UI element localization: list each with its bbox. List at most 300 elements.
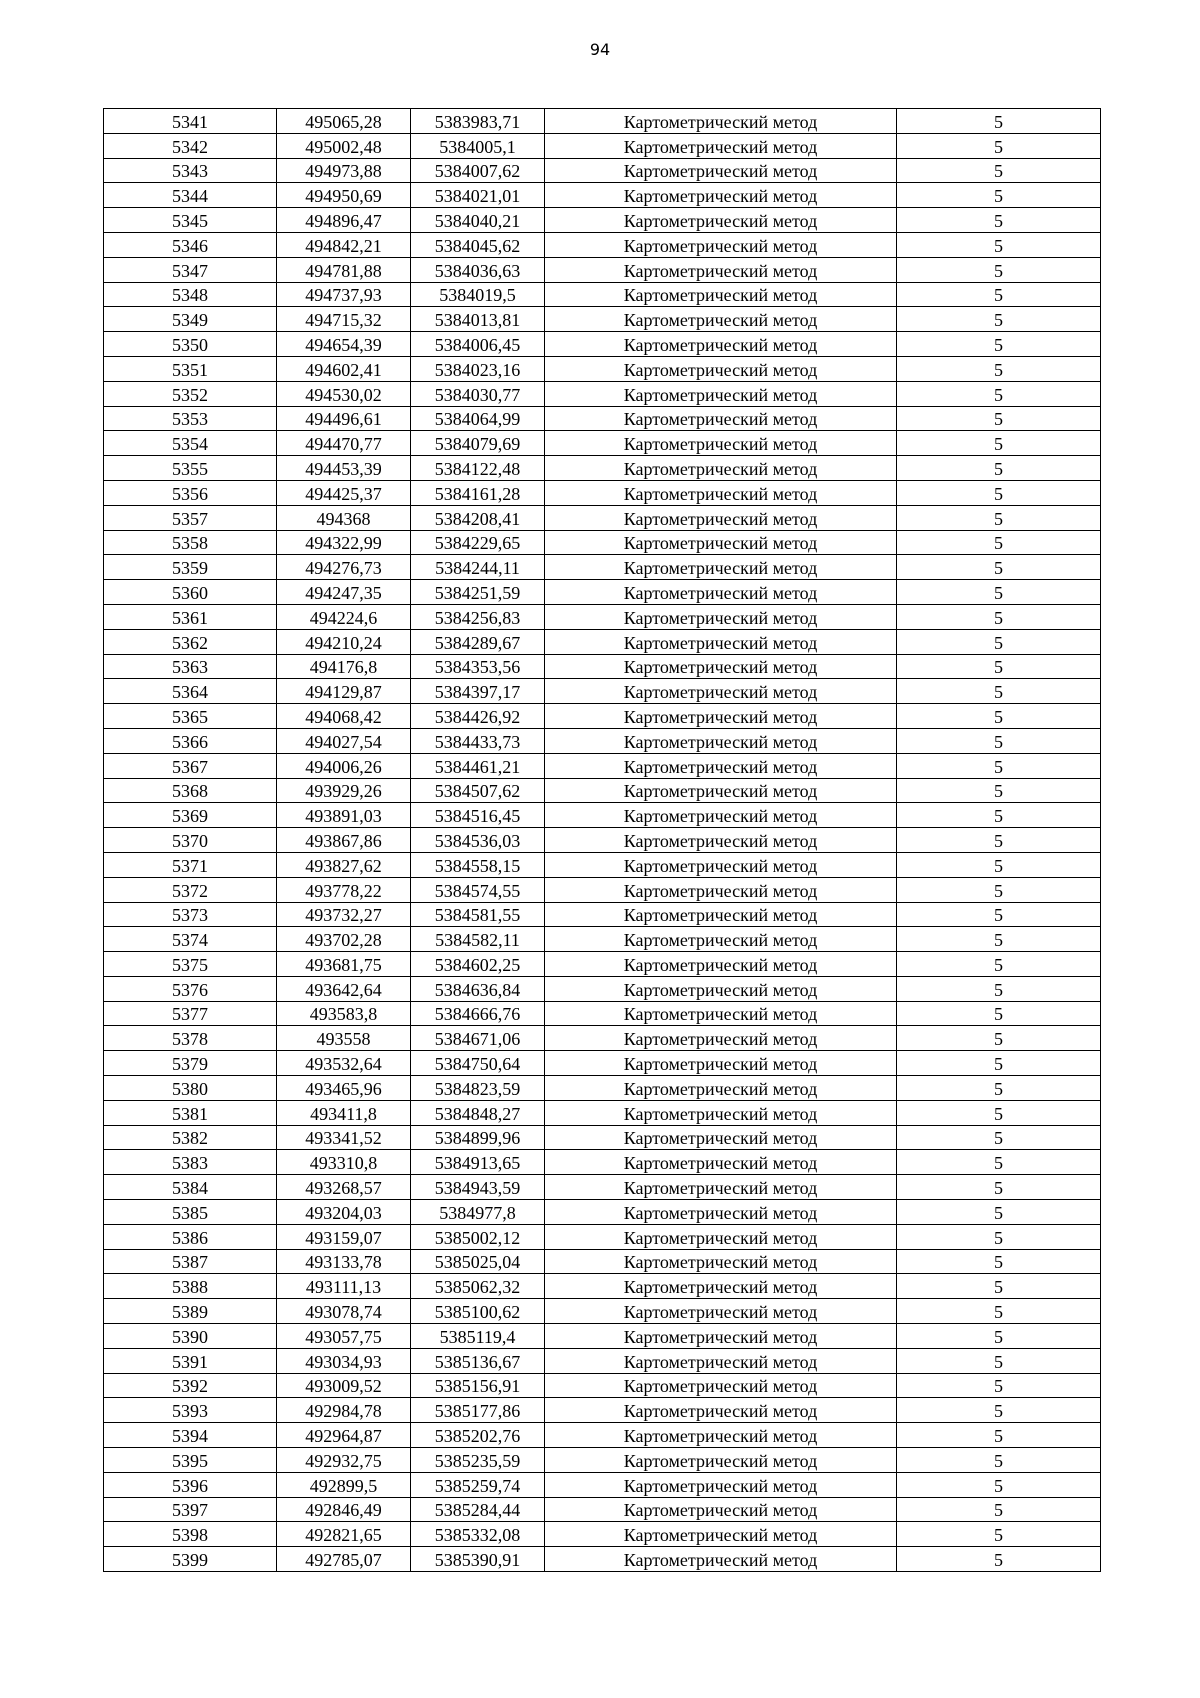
precision-cell: 5 [897, 877, 1101, 902]
point-number-cell: 5391 [104, 1348, 277, 1373]
precision-cell: 5 [897, 183, 1101, 208]
point-number-cell: 5365 [104, 704, 277, 729]
x-coordinate-cell: 493078,74 [277, 1299, 411, 1324]
y-coordinate-cell: 5384602,25 [411, 952, 545, 977]
x-coordinate-cell: 494453,39 [277, 456, 411, 481]
precision-cell: 5 [897, 1224, 1101, 1249]
precision-cell: 5 [897, 828, 1101, 853]
y-coordinate-cell: 5384750,64 [411, 1051, 545, 1076]
x-coordinate-cell: 494276,73 [277, 555, 411, 580]
point-number-cell: 5360 [104, 580, 277, 605]
precision-cell: 5 [897, 406, 1101, 431]
precision-cell: 5 [897, 1448, 1101, 1473]
method-cell: Картометрический метод [545, 1125, 897, 1150]
table-row [104, 257, 1101, 282]
table-row [104, 208, 1101, 233]
point-number-cell: 5349 [104, 307, 277, 332]
x-coordinate-cell: 494496,61 [277, 406, 411, 431]
point-number-cell: 5395 [104, 1448, 277, 1473]
point-number-cell: 5364 [104, 679, 277, 704]
table-row [104, 232, 1101, 257]
point-number-cell: 5356 [104, 480, 277, 505]
x-coordinate-cell: 493778,22 [277, 877, 411, 902]
precision-cell: 5 [897, 952, 1101, 977]
precision-cell: 5 [897, 927, 1101, 952]
y-coordinate-cell: 5384005,1 [411, 133, 545, 158]
x-coordinate-cell: 493034,93 [277, 1348, 411, 1373]
precision-cell: 5 [897, 604, 1101, 629]
table-row [104, 1175, 1101, 1200]
point-number-cell: 5346 [104, 232, 277, 257]
y-coordinate-cell: 5385202,76 [411, 1423, 545, 1448]
method-cell: Картометрический метод [545, 679, 897, 704]
point-number-cell: 5343 [104, 158, 277, 183]
precision-cell: 5 [897, 1249, 1101, 1274]
point-number-cell: 5392 [104, 1373, 277, 1398]
x-coordinate-cell: 493929,26 [277, 778, 411, 803]
method-cell: Картометрический метод [545, 1423, 897, 1448]
table-row [104, 1150, 1101, 1175]
point-number-cell: 5370 [104, 828, 277, 853]
precision-cell: 5 [897, 1125, 1101, 1150]
table-row [104, 109, 1101, 134]
precision-cell: 5 [897, 381, 1101, 406]
y-coordinate-cell: 5384229,65 [411, 530, 545, 555]
y-coordinate-cell: 5385136,67 [411, 1348, 545, 1373]
table-row [104, 332, 1101, 357]
coordinates-table-body [104, 109, 1101, 1572]
point-number-cell: 5388 [104, 1274, 277, 1299]
y-coordinate-cell: 5385259,74 [411, 1472, 545, 1497]
table-row [104, 828, 1101, 853]
method-cell: Картометрический метод [545, 1051, 897, 1076]
table-row [104, 580, 1101, 605]
y-coordinate-cell: 5384208,41 [411, 505, 545, 530]
method-cell: Картометрический метод [545, 1547, 897, 1572]
method-cell: Картометрический метод [545, 356, 897, 381]
x-coordinate-cell: 494129,87 [277, 679, 411, 704]
y-coordinate-cell: 5384574,55 [411, 877, 545, 902]
point-number-cell: 5382 [104, 1125, 277, 1150]
y-coordinate-cell: 5384064,99 [411, 406, 545, 431]
table-row [104, 679, 1101, 704]
x-coordinate-cell: 494950,69 [277, 183, 411, 208]
precision-cell: 5 [897, 976, 1101, 1001]
method-cell: Картометрический метод [545, 505, 897, 530]
table-row [104, 1448, 1101, 1473]
precision-cell: 5 [897, 257, 1101, 282]
point-number-cell: 5357 [104, 505, 277, 530]
point-number-cell: 5384 [104, 1175, 277, 1200]
precision-cell: 5 [897, 555, 1101, 580]
precision-cell: 5 [897, 282, 1101, 307]
precision-cell: 5 [897, 133, 1101, 158]
precision-cell: 5 [897, 1150, 1101, 1175]
precision-cell: 5 [897, 1373, 1101, 1398]
y-coordinate-cell: 5384079,69 [411, 431, 545, 456]
x-coordinate-cell: 494737,93 [277, 282, 411, 307]
precision-cell: 5 [897, 232, 1101, 257]
method-cell: Картометрический метод [545, 183, 897, 208]
point-number-cell: 5366 [104, 728, 277, 753]
precision-cell: 5 [897, 1547, 1101, 1572]
x-coordinate-cell: 493009,52 [277, 1373, 411, 1398]
y-coordinate-cell: 5384251,59 [411, 580, 545, 605]
method-cell: Картометрический метод [545, 803, 897, 828]
y-coordinate-cell: 5384256,83 [411, 604, 545, 629]
x-coordinate-cell: 493268,57 [277, 1175, 411, 1200]
table-row [104, 530, 1101, 555]
x-coordinate-cell: 494068,42 [277, 704, 411, 729]
x-coordinate-cell: 493159,07 [277, 1224, 411, 1249]
table-row [104, 307, 1101, 332]
point-number-cell: 5379 [104, 1051, 277, 1076]
method-cell: Картометрический метод [545, 1224, 897, 1249]
precision-cell: 5 [897, 852, 1101, 877]
y-coordinate-cell: 5384030,77 [411, 381, 545, 406]
y-coordinate-cell: 5384977,8 [411, 1200, 545, 1225]
precision-cell: 5 [897, 654, 1101, 679]
precision-cell: 5 [897, 1001, 1101, 1026]
table-row [104, 704, 1101, 729]
precision-cell: 5 [897, 1423, 1101, 1448]
y-coordinate-cell: 5384666,76 [411, 1001, 545, 1026]
method-cell: Картометрический метод [545, 1472, 897, 1497]
precision-cell: 5 [897, 1398, 1101, 1423]
x-coordinate-cell: 493204,03 [277, 1200, 411, 1225]
precision-cell: 5 [897, 431, 1101, 456]
method-cell: Картометрический метод [545, 1324, 897, 1349]
table-row [104, 778, 1101, 803]
method-cell: Картометрический метод [545, 828, 897, 853]
point-number-cell: 5362 [104, 629, 277, 654]
point-number-cell: 5358 [104, 530, 277, 555]
point-number-cell: 5359 [104, 555, 277, 580]
point-number-cell: 5351 [104, 356, 277, 381]
point-number-cell: 5385 [104, 1200, 277, 1225]
point-number-cell: 5390 [104, 1324, 277, 1349]
method-cell: Картометрический метод [545, 1274, 897, 1299]
x-coordinate-cell: 494973,88 [277, 158, 411, 183]
x-coordinate-cell: 492846,49 [277, 1497, 411, 1522]
precision-cell: 5 [897, 1051, 1101, 1076]
x-coordinate-cell: 493411,8 [277, 1100, 411, 1125]
table-row [104, 1299, 1101, 1324]
x-coordinate-cell: 493558 [277, 1026, 411, 1051]
x-coordinate-cell: 492821,65 [277, 1522, 411, 1547]
method-cell: Картометрический метод [545, 480, 897, 505]
table-row [104, 1026, 1101, 1051]
precision-cell: 5 [897, 704, 1101, 729]
method-cell: Картометрический метод [545, 629, 897, 654]
table-row [104, 654, 1101, 679]
x-coordinate-cell: 493732,27 [277, 902, 411, 927]
method-cell: Картометрический метод [545, 728, 897, 753]
precision-cell: 5 [897, 1497, 1101, 1522]
table-row [104, 1348, 1101, 1373]
precision-cell: 5 [897, 580, 1101, 605]
y-coordinate-cell: 5384397,17 [411, 679, 545, 704]
y-coordinate-cell: 5384558,15 [411, 852, 545, 877]
method-cell: Картометрический метод [545, 1200, 897, 1225]
table-row [104, 1274, 1101, 1299]
y-coordinate-cell: 5384006,45 [411, 332, 545, 357]
method-cell: Картометрический метод [545, 778, 897, 803]
method-cell: Картометрический метод [545, 332, 897, 357]
point-number-cell: 5367 [104, 753, 277, 778]
point-number-cell: 5354 [104, 431, 277, 456]
y-coordinate-cell: 5384007,62 [411, 158, 545, 183]
point-number-cell: 5383 [104, 1150, 277, 1175]
table-row [104, 1200, 1101, 1225]
y-coordinate-cell: 5384636,84 [411, 976, 545, 1001]
method-cell: Картометрический метод [545, 753, 897, 778]
precision-cell: 5 [897, 456, 1101, 481]
precision-cell: 5 [897, 753, 1101, 778]
y-coordinate-cell: 5384289,67 [411, 629, 545, 654]
x-coordinate-cell: 493867,86 [277, 828, 411, 853]
point-number-cell: 5361 [104, 604, 277, 629]
table-row [104, 1001, 1101, 1026]
precision-cell: 5 [897, 307, 1101, 332]
precision-cell: 5 [897, 1026, 1101, 1051]
method-cell: Картометрический метод [545, 1026, 897, 1051]
point-number-cell: 5372 [104, 877, 277, 902]
method-cell: Картометрический метод [545, 406, 897, 431]
table-row [104, 1051, 1101, 1076]
precision-cell: 5 [897, 1324, 1101, 1349]
table-row [104, 1125, 1101, 1150]
point-number-cell: 5375 [104, 952, 277, 977]
table-row [104, 555, 1101, 580]
method-cell: Картометрический метод [545, 555, 897, 580]
method-cell: Картометрический метод [545, 1001, 897, 1026]
table-row [104, 1398, 1101, 1423]
table-row [104, 803, 1101, 828]
x-coordinate-cell: 493642,64 [277, 976, 411, 1001]
table-row [104, 629, 1101, 654]
method-cell: Картометрический метод [545, 976, 897, 1001]
y-coordinate-cell: 5385119,4 [411, 1324, 545, 1349]
x-coordinate-cell: 492899,5 [277, 1472, 411, 1497]
table-row [104, 902, 1101, 927]
precision-cell: 5 [897, 679, 1101, 704]
point-number-cell: 5396 [104, 1472, 277, 1497]
table-row [104, 1547, 1101, 1572]
table-row [104, 183, 1101, 208]
method-cell: Картометрический метод [545, 580, 897, 605]
point-number-cell: 5393 [104, 1398, 277, 1423]
method-cell: Картометрический метод [545, 704, 897, 729]
x-coordinate-cell: 494176,8 [277, 654, 411, 679]
method-cell: Картометрический метод [545, 604, 897, 629]
point-number-cell: 5376 [104, 976, 277, 1001]
method-cell: Картометрический метод [545, 1373, 897, 1398]
table-row [104, 480, 1101, 505]
y-coordinate-cell: 5385390,91 [411, 1547, 545, 1572]
table-row [104, 852, 1101, 877]
y-coordinate-cell: 5385156,91 [411, 1373, 545, 1398]
precision-cell: 5 [897, 728, 1101, 753]
precision-cell: 5 [897, 1299, 1101, 1324]
x-coordinate-cell: 493532,64 [277, 1051, 411, 1076]
y-coordinate-cell: 5384823,59 [411, 1076, 545, 1101]
table-row [104, 1324, 1101, 1349]
method-cell: Картометрический метод [545, 1249, 897, 1274]
precision-cell: 5 [897, 1200, 1101, 1225]
x-coordinate-cell: 494368 [277, 505, 411, 530]
y-coordinate-cell: 5384582,11 [411, 927, 545, 952]
x-coordinate-cell: 494322,99 [277, 530, 411, 555]
point-number-cell: 5341 [104, 109, 277, 134]
y-coordinate-cell: 5384426,92 [411, 704, 545, 729]
y-coordinate-cell: 5385177,86 [411, 1398, 545, 1423]
x-coordinate-cell: 492964,87 [277, 1423, 411, 1448]
table-row [104, 753, 1101, 778]
method-cell: Картометрический метод [545, 654, 897, 679]
precision-cell: 5 [897, 530, 1101, 555]
x-coordinate-cell: 494210,24 [277, 629, 411, 654]
y-coordinate-cell: 5385284,44 [411, 1497, 545, 1522]
table-row [104, 877, 1101, 902]
x-coordinate-cell: 494247,35 [277, 580, 411, 605]
point-number-cell: 5381 [104, 1100, 277, 1125]
table-row [104, 1472, 1101, 1497]
y-coordinate-cell: 5384045,62 [411, 232, 545, 257]
table-row [104, 604, 1101, 629]
point-number-cell: 5380 [104, 1076, 277, 1101]
table-row [104, 1224, 1101, 1249]
point-number-cell: 5355 [104, 456, 277, 481]
method-cell: Картометрический метод [545, 431, 897, 456]
y-coordinate-cell: 5384021,01 [411, 183, 545, 208]
method-cell: Картометрический метод [545, 282, 897, 307]
method-cell: Картометрический метод [545, 1175, 897, 1200]
y-coordinate-cell: 5384036,63 [411, 257, 545, 282]
point-number-cell: 5378 [104, 1026, 277, 1051]
method-cell: Картометрический метод [545, 158, 897, 183]
precision-cell: 5 [897, 803, 1101, 828]
x-coordinate-cell: 492932,75 [277, 1448, 411, 1473]
precision-cell: 5 [897, 505, 1101, 530]
x-coordinate-cell: 493133,78 [277, 1249, 411, 1274]
y-coordinate-cell: 5384353,56 [411, 654, 545, 679]
y-coordinate-cell: 5385002,12 [411, 1224, 545, 1249]
x-coordinate-cell: 494842,21 [277, 232, 411, 257]
x-coordinate-cell: 494470,77 [277, 431, 411, 456]
precision-cell: 5 [897, 1100, 1101, 1125]
y-coordinate-cell: 5385235,59 [411, 1448, 545, 1473]
y-coordinate-cell: 5384013,81 [411, 307, 545, 332]
x-coordinate-cell: 494425,37 [277, 480, 411, 505]
y-coordinate-cell: 5384040,21 [411, 208, 545, 233]
x-coordinate-cell: 493310,8 [277, 1150, 411, 1175]
precision-cell: 5 [897, 778, 1101, 803]
y-coordinate-cell: 5383983,71 [411, 109, 545, 134]
table-row [104, 456, 1101, 481]
y-coordinate-cell: 5385025,04 [411, 1249, 545, 1274]
method-cell: Картометрический метод [545, 952, 897, 977]
method-cell: Картометрический метод [545, 1299, 897, 1324]
method-cell: Картометрический метод [545, 902, 897, 927]
x-coordinate-cell: 494715,32 [277, 307, 411, 332]
method-cell: Картометрический метод [545, 927, 897, 952]
precision-cell: 5 [897, 902, 1101, 927]
table-row [104, 927, 1101, 952]
page-number: 94 [589, 40, 611, 59]
point-number-cell: 5387 [104, 1249, 277, 1274]
method-cell: Картометрический метод [545, 109, 897, 134]
table-row [104, 282, 1101, 307]
point-number-cell: 5371 [104, 852, 277, 877]
method-cell: Картометрический метод [545, 1150, 897, 1175]
x-coordinate-cell: 494006,26 [277, 753, 411, 778]
precision-cell: 5 [897, 208, 1101, 233]
precision-cell: 5 [897, 356, 1101, 381]
method-cell: Картометрический метод [545, 530, 897, 555]
x-coordinate-cell: 494602,41 [277, 356, 411, 381]
x-coordinate-cell: 494781,88 [277, 257, 411, 282]
coordinates-table [103, 108, 1101, 1572]
precision-cell: 5 [897, 1274, 1101, 1299]
x-coordinate-cell: 494224,6 [277, 604, 411, 629]
point-number-cell: 5352 [104, 381, 277, 406]
method-cell: Картометрический метод [545, 1100, 897, 1125]
method-cell: Картометрический метод [545, 1348, 897, 1373]
y-coordinate-cell: 5384244,11 [411, 555, 545, 580]
y-coordinate-cell: 5384019,5 [411, 282, 545, 307]
point-number-cell: 5389 [104, 1299, 277, 1324]
x-coordinate-cell: 494896,47 [277, 208, 411, 233]
x-coordinate-cell: 492984,78 [277, 1398, 411, 1423]
table-row [104, 505, 1101, 530]
x-coordinate-cell: 494027,54 [277, 728, 411, 753]
table-row [104, 728, 1101, 753]
method-cell: Картометрический метод [545, 307, 897, 332]
table-row [104, 381, 1101, 406]
x-coordinate-cell: 494654,39 [277, 332, 411, 357]
precision-cell: 5 [897, 1348, 1101, 1373]
precision-cell: 5 [897, 629, 1101, 654]
table-row [104, 133, 1101, 158]
table-row [104, 952, 1101, 977]
point-number-cell: 5344 [104, 183, 277, 208]
method-cell: Картометрический метод [545, 1076, 897, 1101]
y-coordinate-cell: 5384536,03 [411, 828, 545, 853]
method-cell: Картометрический метод [545, 456, 897, 481]
method-cell: Картометрический метод [545, 1497, 897, 1522]
point-number-cell: 5397 [104, 1497, 277, 1522]
x-coordinate-cell: 493891,03 [277, 803, 411, 828]
point-number-cell: 5373 [104, 902, 277, 927]
method-cell: Картометрический метод [545, 1398, 897, 1423]
point-number-cell: 5353 [104, 406, 277, 431]
point-number-cell: 5394 [104, 1423, 277, 1448]
y-coordinate-cell: 5384899,96 [411, 1125, 545, 1150]
table-row [104, 1100, 1101, 1125]
precision-cell: 5 [897, 332, 1101, 357]
x-coordinate-cell: 493341,52 [277, 1125, 411, 1150]
x-coordinate-cell: 493827,62 [277, 852, 411, 877]
x-coordinate-cell: 494530,02 [277, 381, 411, 406]
y-coordinate-cell: 5384023,16 [411, 356, 545, 381]
table-row [104, 1249, 1101, 1274]
point-number-cell: 5345 [104, 208, 277, 233]
precision-cell: 5 [897, 1522, 1101, 1547]
method-cell: Картометрический метод [545, 1522, 897, 1547]
table-row [104, 1076, 1101, 1101]
y-coordinate-cell: 5384433,73 [411, 728, 545, 753]
